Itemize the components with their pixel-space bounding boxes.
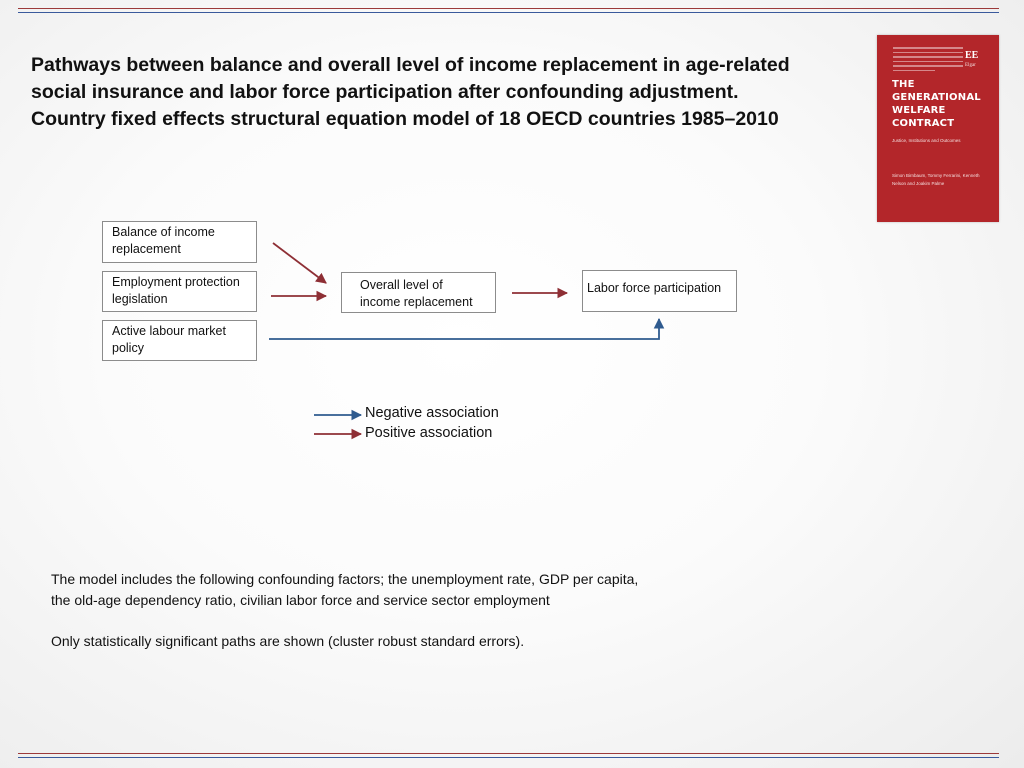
node-balance-of-income-replacement: Balance of income replacement (102, 221, 257, 263)
note-confounders-line-2: the old-age dependency ratio, civilian labor force and service sector employment (51, 592, 550, 608)
node-labor-force-participation: Labor force participation (582, 270, 737, 312)
book-title-line: CONTRACT (892, 118, 955, 129)
book-title-line: WELFARE (892, 105, 946, 116)
node-overall-level-of-income-replacement: Overall level of income replacement (341, 272, 496, 313)
arrow-almp-to-lfp (269, 319, 659, 339)
bottom-rule-red (18, 753, 999, 754)
title-line-1: Pathways between balance and overall level of income replacement in age-related (31, 54, 790, 76)
legend-negative-label: Negative association (365, 405, 499, 421)
bottom-rule-blue (18, 757, 999, 758)
node-employment-protection-legislation: Employment protection legislation (102, 271, 257, 312)
publisher-logo: EE (965, 50, 979, 61)
arrow-balance-to-overall (273, 243, 326, 283)
title-line-2: social insurance and labor force participation after confounding adjustment. (31, 81, 739, 103)
title-line-3: Country fixed effects structural equation model of 18 OECD countries 1985–2010 (31, 108, 779, 130)
note-significance: Only statistically significant paths are shown (cluster robust standard errors). (51, 633, 525, 649)
publisher-name: Elgar (965, 63, 976, 68)
legend-positive-label: Positive association (365, 425, 493, 441)
book-title-line: GENERATIONAL (892, 92, 981, 103)
book-authors: Simon Birnbaum, Tommy Ferrarini, Kenneth Nelson and Joakim Palme (892, 173, 980, 186)
footnotes (51, 569, 771, 652)
node-active-labour-market-policy: Active labour market policy (102, 320, 257, 361)
book-title-line: THE (892, 79, 915, 90)
book-subtitle: Justice, Institutions and Outcomes (892, 138, 961, 143)
note-confounders-line-1: The model includes the following confounding factors; the unemployment rate, GDP per capita, (51, 571, 639, 587)
